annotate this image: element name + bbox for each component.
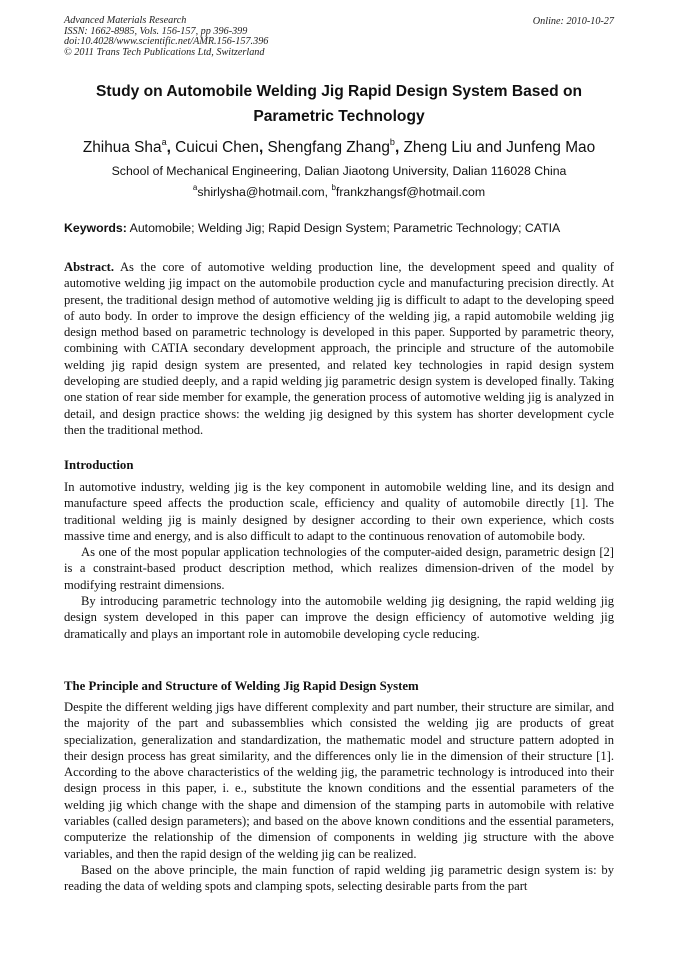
email-b-sup: b xyxy=(331,183,336,192)
paper-title: Study on Automobile Welding Jig Rapid Design System Based on Parametric Technology xyxy=(95,83,583,125)
author-1-sup: a xyxy=(161,137,167,147)
intro-paragraph-2: As one of the most popular application technologies of the computer-aided design, parametric design [2] is a constraint-based product description method, which realizes dimension-driven of the model by modifying restraint dimensions. xyxy=(64,545,614,592)
author-3: Shengfang Zhang xyxy=(267,139,390,156)
online-date: Online: 2010-10-27 xyxy=(532,16,614,27)
email-b: frankzhangsf@hotmail.com xyxy=(335,185,486,199)
intro-paragraph-3: By introducing parametric technology into the automobile welding jig designing, the rapid welding jig design system developed in this paper can improve the design efficiency of automotive welding jig dramatically and plays an important role in automobile developing cycle reducing. xyxy=(64,594,614,641)
keywords-text: Automobile; Welding Jig; Rapid Design System; Parametric Technology; CATIA xyxy=(129,221,561,235)
principle-paragraph-1: Despite the different welding jigs have different complexity and part number, their structure are similar, and the majority of the part and subassemblies which consisted the welding jig are products of great specialization, generalization and standardization, the mathematic model and structure pattern adopted in their design process has great similarity, and the differences only lie in the dimension of their structure [1]. According to the above characteristics of the welding jig, the parametric technology is introduced into their design process in this paper, i. e., substitute the known conditions and the essential parameters of the welding jig which change with the shape and dimension of the stamping parts in automobile with relative variables (called design parameters); and based on the above known conditions and the essential parameters, computerize the relationship of the dimension of components in welding jig structure with the above variables, and then the rapid design of the welding jig can be realized. xyxy=(64,700,614,861)
introduction-section xyxy=(64,479,614,642)
keywords-label: Keywords: xyxy=(64,221,127,235)
principle-paragraph-2: Based on the above principle, the main function of rapid welding jig parametric design system is: by reading the data of welding spots and clamping spots, selecting desirable parts from the part xyxy=(64,862,614,894)
abstract-text: As the core of automotive welding production line, the development speed and quality of automotive welding jig impact on the automobile production cycle and manufacturing precision directly. At present, the traditional design method of automotive welding jig is difficult to adapt to the developing speed of auto body. In order to improve the design efficiency of the welding jig, a rapid automobile welding jig design method based on parametric technology is developed in this paper. Supported by parametric theory, combining with CATIA secondary development approach, the principle and structure of the automobile welding jig rapid design system are presented, and related key technologies in rapid design system developing are studied deeply, and a rapid welding jig parametric design system is developed finally. Taking one station of rear side member for example, the generation process of automotive welding jig is analyzed in detail, and design practice shows: the welding jig designed by this system has shorter development cycle then the traditional method. xyxy=(64,260,614,437)
author-2: Cuicui Chen xyxy=(175,139,259,156)
doi-line: doi:10.4028/www.scientific.net/AMR.156-157.396 xyxy=(64,36,269,48)
introduction-heading: Introduction xyxy=(64,458,134,472)
abstract xyxy=(64,259,614,438)
journal-header xyxy=(64,16,268,58)
affiliation: School of Mechanical Engineering, Dalian Jiaotong University, Dalian 116028 China xyxy=(111,164,567,178)
author-3-sup: b xyxy=(389,137,395,147)
issn-line: ISSN: 1662-8985, Vols. 156-157, pp 396-399 xyxy=(64,25,248,37)
abstract-label: Abstract. xyxy=(64,260,115,274)
author-list: Zhihua Sha$^a$, Cuicui Chen, Shengfang Zhang$^b$, Zheng Liu and Junfeng Mao xyxy=(82,137,596,156)
author-1: Zhihua Sha xyxy=(82,139,162,156)
journal-name: Advanced Materials Research xyxy=(64,15,187,26)
author-emails: $^a$shirlysha@hotmail.com, $^b$frankzhangsf@hotmail.com xyxy=(192,183,486,199)
principle-heading: The Principle and Structure of Welding Jig Rapid Design System xyxy=(64,679,419,693)
keywords xyxy=(64,220,624,236)
email-a-sup: a xyxy=(192,183,198,192)
author-4: Zheng Liu and Junfeng Mao xyxy=(403,139,596,156)
email-a: shirlysha@hotmail.com xyxy=(197,185,325,199)
principle-section xyxy=(64,699,614,895)
intro-paragraph-1: In automotive industry, welding jig is the key component in automobile welding line, and its design and manufacture speed affects the production scale, efficiency and quality of automobile directly [1]. The traditional welding jig is mainly designed by designer according to their own experience, which costs massive time and energy, and is also difficult to adapt to the continuous renovation of automobile body. xyxy=(64,480,614,543)
copyright-line: © 2011 Trans Tech Publications Ltd, Switzerland xyxy=(64,46,265,58)
